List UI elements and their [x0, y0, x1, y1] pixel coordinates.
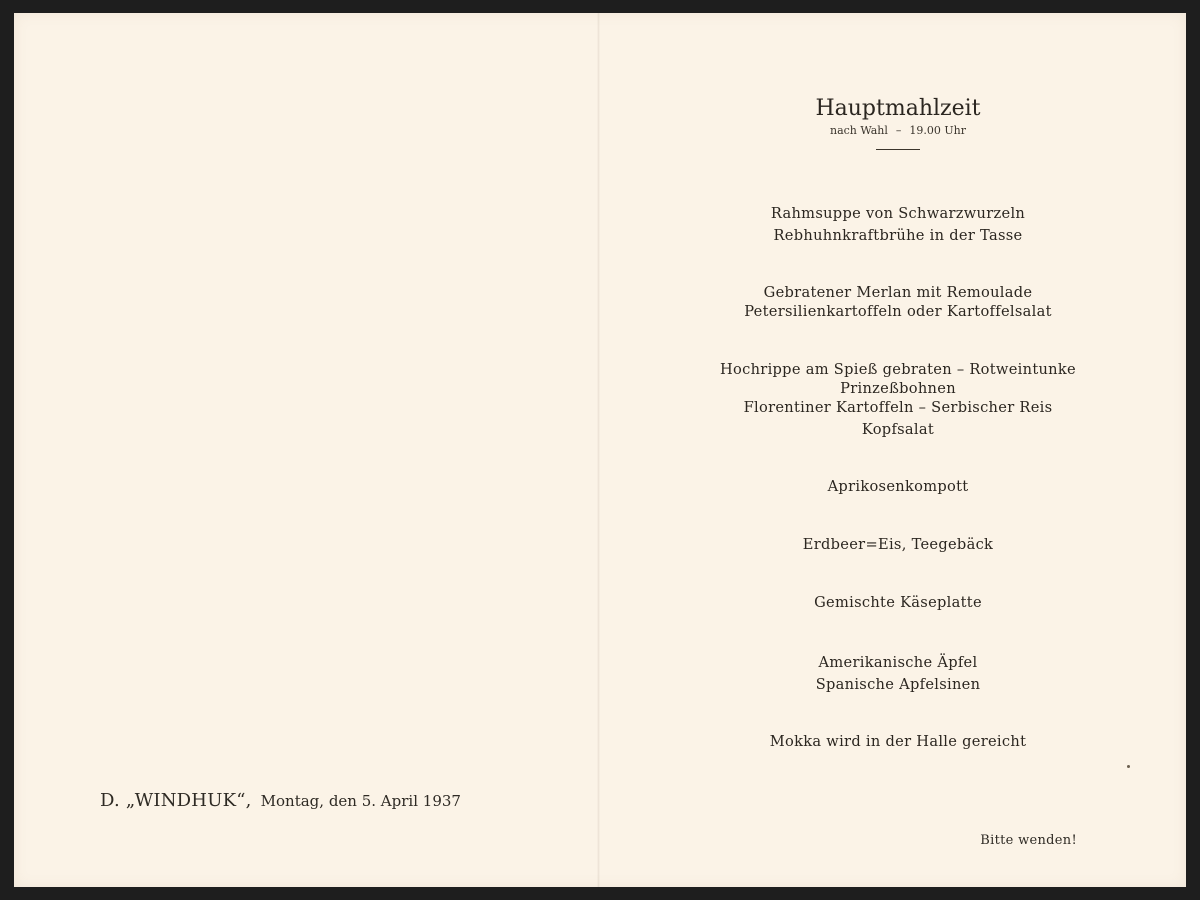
course-item: Florentiner Kartoffeln – Serbischer Reis — [743, 399, 1053, 416]
course-fruit — [600, 652, 1186, 696]
ship-name: D. „WINDHUK“, — [100, 790, 252, 811]
subtitle-dash: – — [895, 124, 902, 137]
meal-subtitle — [610, 123, 1186, 139]
course-compote — [600, 477, 1186, 496]
course-item: Kopfsalat — [861, 421, 935, 438]
title-divider — [876, 149, 920, 150]
subtitle-time: 19.00 Uhr — [909, 124, 966, 137]
course-item: Spanische Apfelsinen — [815, 676, 981, 693]
title-block — [600, 95, 1186, 150]
course-item: Prinzeßbohnen — [840, 380, 956, 397]
course-soups — [600, 203, 1186, 247]
course-cheese — [600, 593, 1186, 612]
course-main — [600, 360, 1186, 439]
course-fish — [600, 283, 1186, 321]
course-item: Gemischte Käseplatte — [814, 594, 982, 611]
left-panel — [14, 13, 597, 887]
paper-speck — [1127, 765, 1130, 768]
course-item: Aprikosenkompott — [827, 478, 969, 495]
course-ice-cream — [600, 535, 1186, 554]
right-panel — [600, 13, 1186, 887]
course-item: Petersilienkartoffeln oder Kartoffelsalat — [744, 303, 1052, 320]
course-coffee — [600, 732, 1186, 751]
page-title: Hauptmahlzeit — [815, 96, 981, 121]
ship-and-date — [100, 790, 461, 811]
course-item: Mokka wird in der Halle gereicht — [769, 733, 1027, 750]
menu-date: Montag, den 5. April 1937 — [260, 792, 461, 810]
turn-over-note: Bitte wenden! — [980, 833, 1077, 848]
menu-card — [14, 13, 1186, 887]
course-item: Erdbeer=Eis, Teegebäck — [802, 536, 994, 553]
subtitle-choice: nach Wahl — [829, 124, 888, 137]
course-item: Amerikanische Äpfel — [818, 654, 978, 671]
course-item: Gebratener Merlan mit Remoulade — [763, 284, 1033, 301]
course-item: Hochrippe am Spieß gebraten – Rotweintunke — [720, 361, 1076, 378]
course-item: Rahmsuppe von Schwarzwurzeln — [770, 205, 1026, 222]
course-item: Rebhuhnkraftbrühe in der Tasse — [773, 227, 1023, 244]
